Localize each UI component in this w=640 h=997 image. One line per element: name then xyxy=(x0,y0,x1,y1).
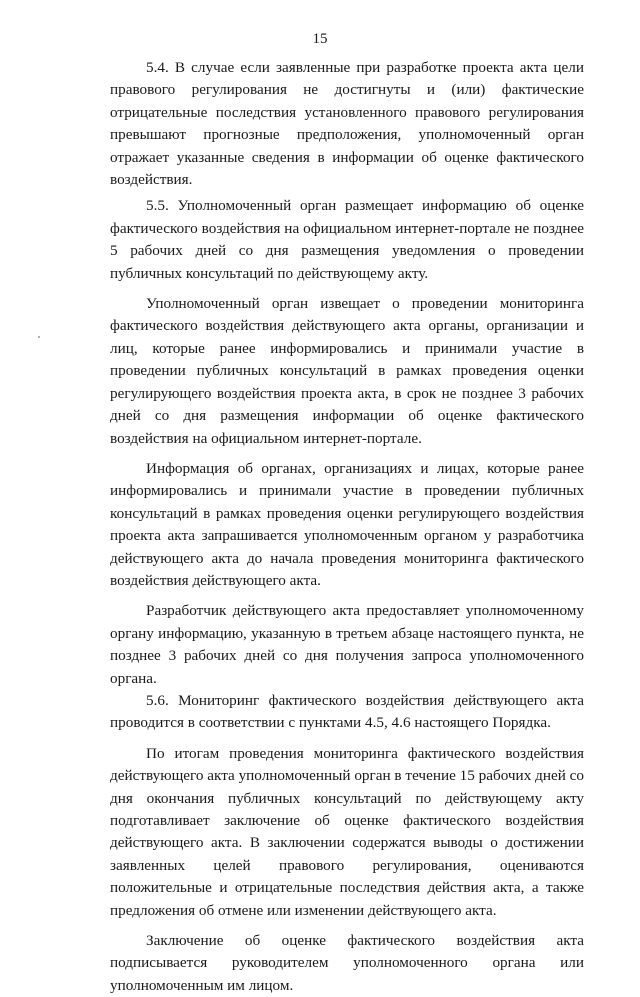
scan-mark xyxy=(38,336,40,338)
paragraph-information-request: Информация об органах, организациях и лицах, которые ранее информировались и принимали участие в проведении публичных консультаций в рамках проведения оценки регулирующего воздействия проекта акта запрашивается уполномоченным органом у разработчика действующего акта до начала проведения мониторинга фактического воздействия действующего акта. xyxy=(110,459,584,589)
paragraph-notification: Уполномоченный орган извещает о проведении мониторинга фактического воздействия действующего акта органы, организации и лиц, которые ранее информировались и принимали участие в проведении публичных консультаций в рамках проведения оценки регулирующего воздействия проекта акта, в срок не позднее 3 рабочих дней со дня размещения информации об оценке фактического воздействия на официальном интернет-портале. xyxy=(110,295,584,447)
paragraph-5-4: 5.4. В случае если заявленные при разработке проекта акта цели правового регулирования не достигнуты и (или) фактические отрицательные последствия установленного правового регулирования превышают прогнозные предположения, уполномоченный орган отражает указанные сведения в информации об оценке фактического воздействия. xyxy=(110,59,584,189)
page-number: 15 xyxy=(312,31,328,47)
document-body xyxy=(110,57,584,997)
paragraph-developer-provides: Разработчик действующего акта предоставляет уполномоченному органу информацию, указанную в третьем абзаце настоящего пункта, не позднее 3 рабочих дней со дня получения запроса уполномоченного органа. xyxy=(110,602,584,687)
paragraph-conclusion-preparation: По итогам проведения мониторинга фактического воздействия действующего акта уполномоченный орган в течение 15 рабочих дней со дня окончания публичных консультаций по действующему акту подготавливает заключение об оценке фактического воздействия действующего акта. В заключении содержатся выводы о достижении заявленных целей правового регулирования, оцениваются положительные и отрицательные последствия действия акта, а также предложения об отмене или изменении действующего акта. xyxy=(110,744,584,919)
paragraph-5-6: 5.6. Мониторинг фактического воздействия действующего акта проводится в соответствии с пунктами 4.5, 4.6 настоящего Порядка. xyxy=(110,691,584,732)
paragraph-5-5: 5.5. Уполномоченный орган размещает информацию об оценке фактического воздействия на официальном интернет-портале не позднее 5 рабочих дней со дня размещения уведомления о проведении публичных консультаций по действующему акту. xyxy=(110,197,584,282)
paragraph-conclusion-signing: Заключение об оценке фактического воздействия акта подписывается руководителем уполномоченного органа или уполномоченным им лицом. xyxy=(110,932,584,994)
